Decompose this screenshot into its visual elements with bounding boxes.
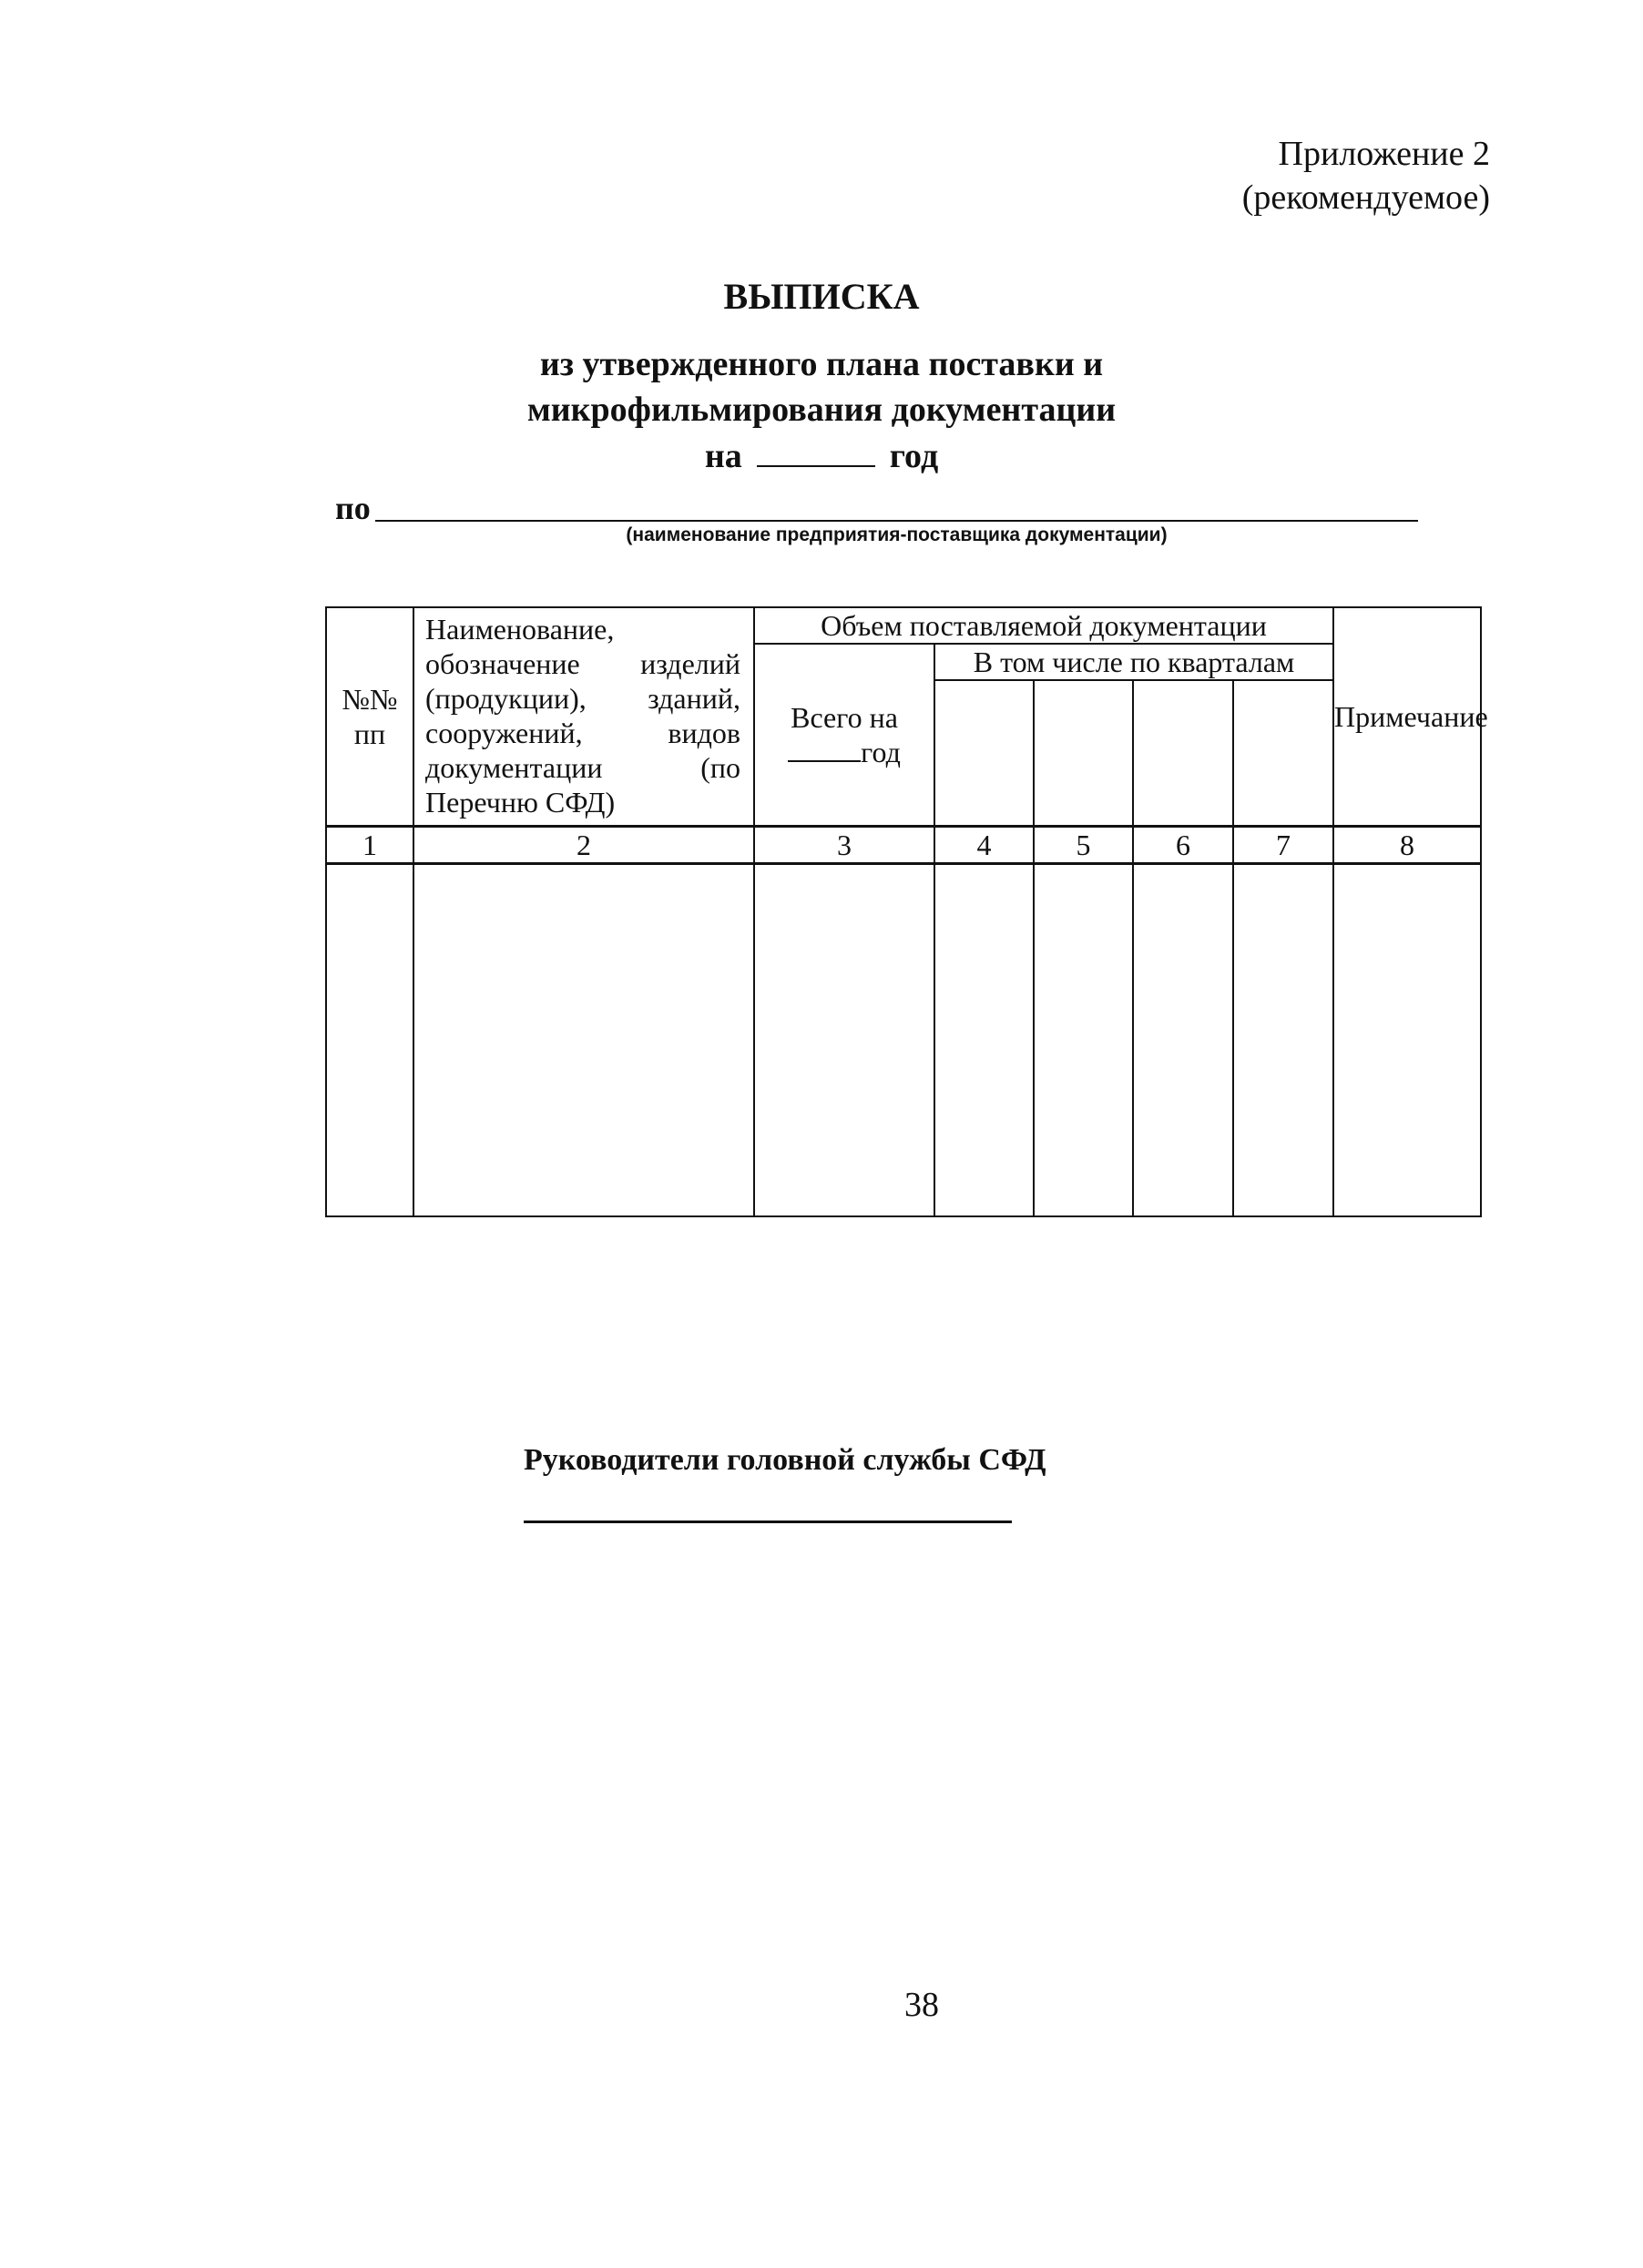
cell-quarter-2[interactable]: [1034, 863, 1133, 1216]
column-number-7: 7: [1233, 826, 1333, 863]
cell-name[interactable]: [413, 863, 754, 1216]
plan-table: [325, 606, 1488, 1217]
subtitle-line-1: из утвержденного плана поставки и: [539, 345, 1104, 383]
appendix-status: (рекомендуемое): [1241, 178, 1490, 217]
year-blank-field[interactable]: [757, 432, 875, 467]
total-year-blank: [788, 735, 861, 762]
header-quarter-4: [1233, 680, 1333, 826]
appendix-label: [1242, 132, 1490, 219]
cell-note[interactable]: [1333, 863, 1481, 1216]
year-prefix: на: [704, 437, 742, 475]
signature-label: Руководители головной службы СФД: [524, 1443, 1046, 1477]
header-quarter-3: [1133, 680, 1233, 826]
column-number-4: 4: [934, 826, 1034, 863]
header-total-suffix: год: [861, 735, 901, 768]
signature-blank-field[interactable]: [524, 1520, 1012, 1523]
cell-quarter-3[interactable]: [1133, 863, 1233, 1216]
cell-number[interactable]: [326, 863, 413, 1216]
supplier-blank-field[interactable]: [375, 520, 1418, 522]
subtitle-line-2: микрофильмирования документации: [526, 391, 1117, 429]
header-quarter-1: [934, 680, 1034, 826]
header-note: Примечание: [1333, 607, 1481, 826]
page-number: 38: [904, 1986, 939, 2024]
cell-quarter-4[interactable]: [1233, 863, 1333, 1216]
table-row: [326, 863, 1481, 1216]
header-total-year: [755, 735, 934, 769]
supplier-caption: (наименование предприятия-поставщика документации): [626, 524, 1168, 545]
column-number-6: 6: [1133, 826, 1233, 863]
column-number-5: 5: [1034, 826, 1133, 863]
header-total: [754, 644, 934, 826]
document-subtitle: [0, 341, 1643, 479]
appendix-number: Приложение 2: [1278, 135, 1490, 173]
document-title: ВЫПИСКА: [723, 276, 920, 317]
column-number-1: 1: [326, 826, 413, 863]
column-number-3: 3: [754, 826, 934, 863]
cell-quarter-1[interactable]: [934, 863, 1034, 1216]
header-volume: Объем поставляемой документации: [754, 607, 1333, 644]
header-quarter-2: [1034, 680, 1133, 826]
header-quarters: В том числе по кварталам: [934, 644, 1333, 680]
header-total-prefix: Всего на: [791, 700, 898, 734]
header-name: Наименование, обозначение изделий (продукции), зданий, сооружений, видов документации (по Перечню СФД): [413, 607, 754, 826]
column-number-8: 8: [1333, 826, 1481, 863]
column-number-2: 2: [413, 826, 754, 863]
subtitle-line-3: [0, 432, 1643, 479]
year-suffix: год: [889, 437, 939, 475]
cell-total[interactable]: [754, 863, 934, 1216]
column-numbers-row: [326, 826, 1481, 863]
supplier-label: по: [335, 490, 371, 526]
header-number: №№ пп: [326, 607, 413, 826]
